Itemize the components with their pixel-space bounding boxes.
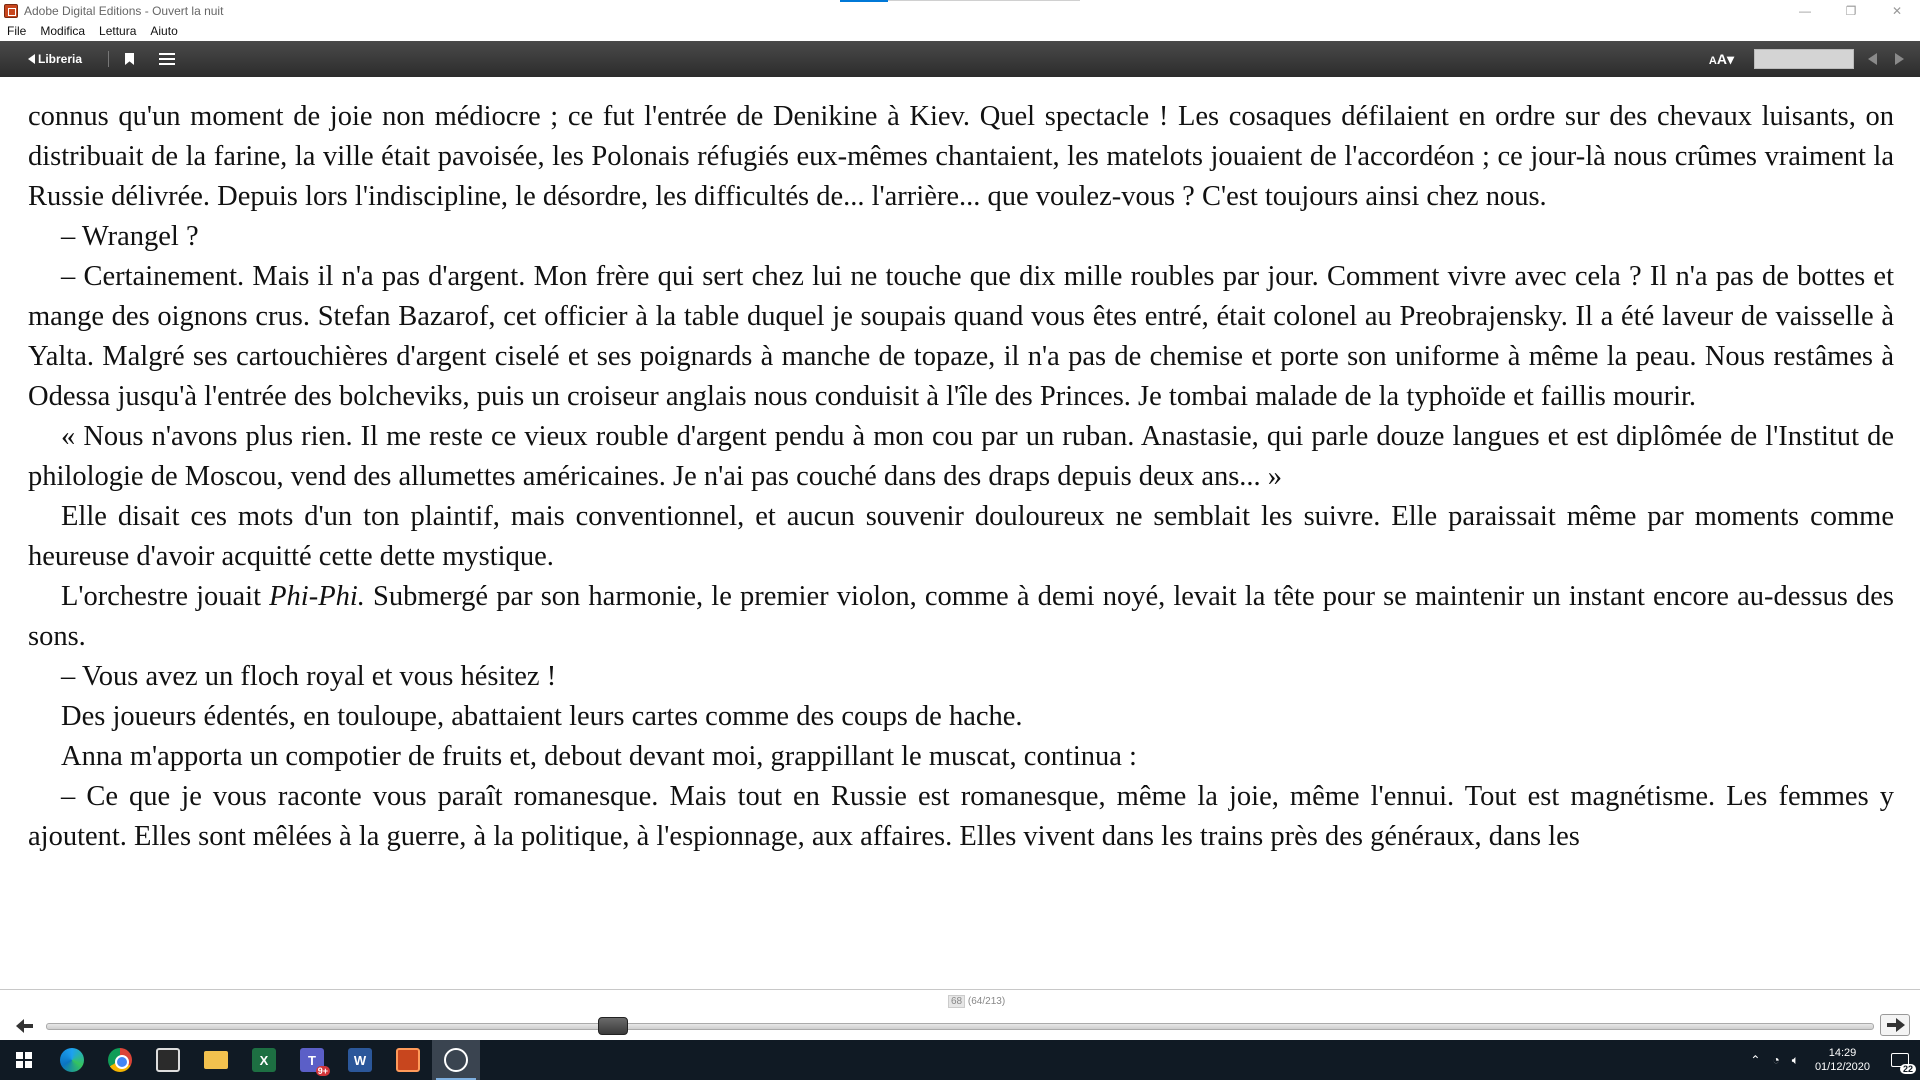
- start-button[interactable]: [0, 1040, 48, 1080]
- taskbar-word[interactable]: [336, 1040, 384, 1080]
- paragraph: – Ce que je vous raconte vous paraît romanesque. Mais tout en Russie est romanesque, même la joie, même l'ennui. Tout est magnétisme. Les femmes y ajoutent. Elles sont mêlées à la guerre, à la politique, à l'espionnage, aux affaires. Elles vivent dans les trains près des généraux, dans les: [28, 781, 1894, 852]
- page-indicator: [948, 996, 1005, 1007]
- close-button[interactable]: ✕: [1891, 4, 1903, 18]
- restore-button[interactable]: ❐: [1845, 4, 1857, 18]
- menu-aiuto[interactable]: Aiuto: [150, 24, 178, 38]
- paragraph: Anna m'apporta un compotier de fruits et, debout devant moi, grappillant le muscat, continua :: [61, 741, 1137, 772]
- taskbar-edge[interactable]: [48, 1040, 96, 1080]
- taskbar-adobe-digital-editions[interactable]: [384, 1040, 432, 1080]
- title-indicator: [840, 0, 888, 2]
- toolbar-separator: [108, 51, 109, 67]
- folder-icon: [204, 1051, 228, 1069]
- title-indicator-track: [888, 0, 1080, 1]
- clock[interactable]: [1815, 1046, 1870, 1074]
- notifications-button[interactable]: [1880, 1040, 1920, 1080]
- taskbar-store[interactable]: [144, 1040, 192, 1080]
- excel-icon: X: [252, 1048, 276, 1072]
- font-size-icon[interactable]: AA▾: [1708, 50, 1734, 67]
- paragraph: Elle disait ces mots d'un ton plaintif, mais conventionnel, et aucun souvenir douloureux ne semblait les suivre. Elle paraissait même par moments comme heureuse d'avoir acquitté cette dette mystique.: [28, 501, 1894, 572]
- menu-modifica[interactable]: Modifica: [40, 24, 86, 38]
- reading-pane: [0, 77, 1920, 989]
- library-button[interactable]: [28, 52, 82, 66]
- search-previous-icon[interactable]: [1868, 53, 1877, 65]
- paragraph: – Vous avez un floch royal et vous hésitez !: [61, 661, 557, 692]
- taskbar-teams[interactable]: [288, 1040, 336, 1080]
- reading-progress-track[interactable]: [46, 1023, 1874, 1030]
- minimize-button[interactable]: —: [1799, 4, 1811, 18]
- paragraph: – Certainement. Mais il n'a pas d'argent. Mon frère qui sert chez lui ne touche que dix mille roubles par jour. Comment vivre avec cela ? Il n'a pas de bottes et mange des oignons crus. Stefan Bazarof, cet officier à la table duquel je soupais quand vous êtes entré, était colonel au Preobrajensky. Il a été laveur de vaisselle à Yalta. Malgré ses cartouchières d'argent ciselé et ses poignards à manche de topaze, il n'a pas de chemise et porte son uniforme à même la peau. Nous restâmes à Odessa jusqu'à l'entrée des bolcheviks, puis un croiseur anglais nous conduisit à l'île des Princes. Je tombai malade de la typhoïde et faillis mourir.: [28, 261, 1894, 412]
- adobe-digital-editions-icon: [396, 1048, 420, 1072]
- menu-lettura[interactable]: Lettura: [99, 24, 137, 38]
- notification-count: 22: [1900, 1064, 1916, 1074]
- toolbar-right: [1709, 41, 1920, 77]
- window-controls: [1782, 0, 1920, 22]
- paragraph: « Nous n'avons plus rien. Il me reste ce vieux rouble d'argent pendu à mon cou par un ruban. Anastasie, qui parle douze langues et est diplômée de l'Institut de philologie de Moscou, vend des allumettes américaines. Je n'ai pas couché dans des draps depuis deux ans... »: [28, 421, 1894, 492]
- progress-bar-area: [0, 989, 1920, 1040]
- photos-icon: [444, 1048, 468, 1072]
- chevron-up-icon[interactable]: ⌃: [1750, 1053, 1761, 1067]
- paragraph: Des joueurs édentés, en touloupe, abattaient leurs cartes comme des coups de hache.: [61, 701, 1023, 732]
- library-label: Libreria: [38, 52, 83, 66]
- clock-date: 01/12/2020: [1814, 1061, 1870, 1073]
- text-run: Submergé par son harmonie, le premier violon, comme à demi noyé, levait la tête pour se maintenir un instant encore au-dessus des sons.: [28, 581, 1894, 652]
- window-title: Adobe Digital Editions - Ouvert la nuit: [24, 4, 224, 18]
- menu-bar: [0, 22, 1920, 41]
- taskbar-photos[interactable]: [432, 1040, 480, 1080]
- paragraph-orchestra: [28, 577, 1894, 657]
- previous-page-icon[interactable]: [16, 1018, 34, 1034]
- title-bar: [0, 0, 1920, 22]
- search-next-icon[interactable]: [1895, 53, 1904, 65]
- paragraph: connus qu'un moment de joie non médiocre ; ce fut l'entrée de Denikine à Kiev. Quel spectacle ! Les cosaques défilaient en ordre sur des chevaux luisants, on distribuait de la farine, la ville était pavoisée, les Polonais réfugiés eux-mêmes chantaient, les matelots jouaient de l'accordéon ; ce jour-là nous crûmes vraiment la Russie délivrée. Depuis lors l'indiscipline, le désordre, les difficultés de... l'arrière... que voulez-vous ? C'est toujours ainsi chez nous.: [28, 101, 1894, 212]
- chrome-icon: [108, 1048, 132, 1072]
- book-page-text: [28, 97, 1894, 857]
- bookmark-icon[interactable]: [125, 53, 134, 65]
- teams-badge: 9+: [317, 1066, 328, 1076]
- taskbar-excel[interactable]: [240, 1040, 288, 1080]
- reading-progress-thumb[interactable]: [598, 1017, 628, 1035]
- taskbar-chrome[interactable]: [96, 1040, 144, 1080]
- song-title: Phi-Phi.: [269, 581, 365, 612]
- search-input[interactable]: [1754, 49, 1854, 69]
- windows-logo-icon: [16, 1052, 32, 1068]
- network-icon[interactable]: ◔: [1772, 1053, 1780, 1067]
- page-position: (64/213): [967, 996, 1006, 1007]
- paragraph: – Wrangel ?: [61, 221, 199, 252]
- text-run: L'orchestre jouait: [61, 581, 270, 612]
- table-of-contents-icon[interactable]: [159, 53, 175, 65]
- taskbar-file-explorer[interactable]: [192, 1040, 240, 1080]
- system-tray: [1744, 1040, 1920, 1080]
- back-arrow-icon: [28, 54, 35, 64]
- adobe-digital-editions-icon: [4, 4, 18, 18]
- clock-time: 14:29: [1828, 1047, 1857, 1059]
- reader-toolbar: [0, 41, 1920, 77]
- teams-icon: T 9+: [300, 1048, 324, 1072]
- volume-icon[interactable]: 🔈︎: [1791, 1052, 1799, 1067]
- edge-icon: [60, 1048, 84, 1072]
- menu-file[interactable]: File: [7, 24, 27, 38]
- next-page-icon[interactable]: [1880, 1014, 1910, 1036]
- word-icon: W: [348, 1048, 372, 1072]
- current-page-number[interactable]: 68: [948, 995, 965, 1008]
- windows-taskbar: [0, 1040, 1920, 1080]
- store-icon: [156, 1048, 180, 1072]
